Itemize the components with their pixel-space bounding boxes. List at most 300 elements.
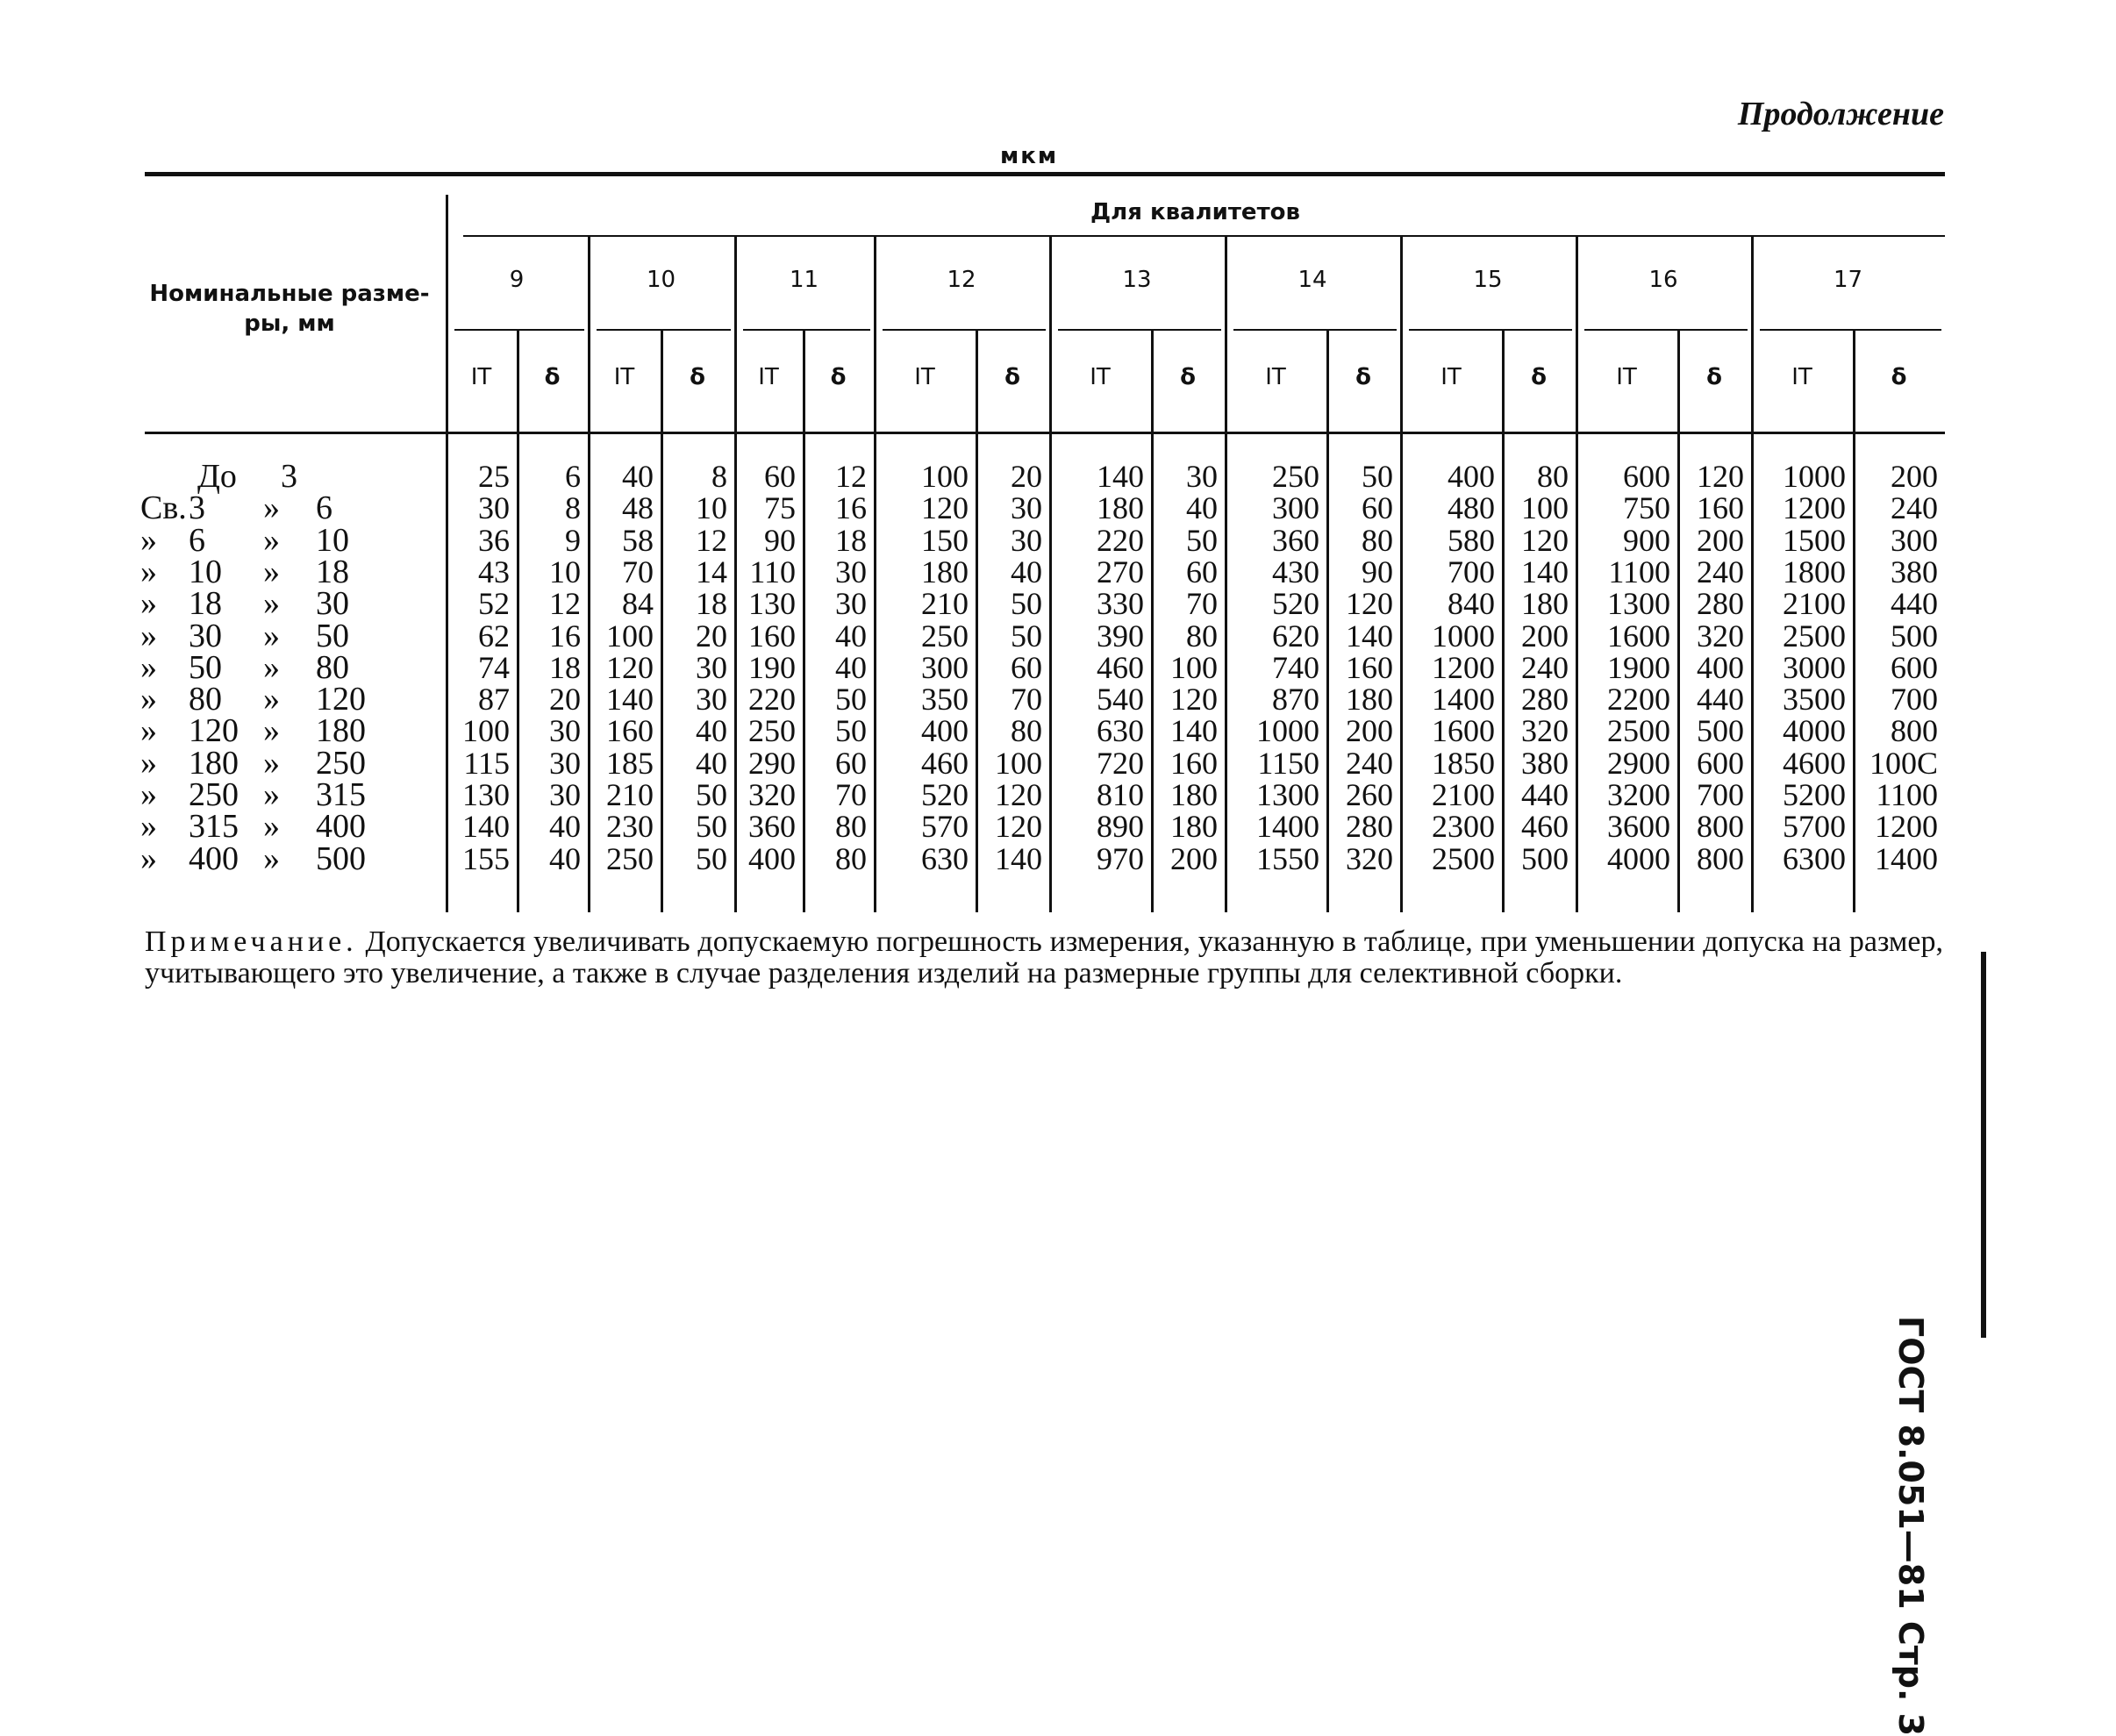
table-cell: 1150 (1257, 745, 1319, 781)
table-cell: 60 (835, 745, 867, 781)
nominal-size-b: 18 (316, 553, 349, 590)
table-cell: 3600 (1607, 809, 1670, 845)
table-cell: 30 (696, 649, 727, 685)
nominal-size-b: 50 (316, 617, 349, 654)
table-cell: 200 (1521, 618, 1569, 654)
grade-header: 13 (1122, 267, 1152, 293)
sub-header-delta: δ (1531, 364, 1547, 390)
table-cell: 200 (1697, 522, 1744, 558)
table-cell: 5200 (1783, 777, 1846, 812)
table-cell: 1000 (1256, 713, 1319, 749)
table-cell: 700 (1891, 682, 1938, 718)
table-cell: 40 (835, 618, 867, 654)
table-cell: 120 (1170, 682, 1218, 718)
nominal-size-row (140, 648, 430, 686)
table-cell: 500 (1521, 840, 1569, 876)
table-cell: 30 (1011, 522, 1042, 558)
table-cell: 250 (1272, 459, 1319, 494)
table-cell: 75 (764, 490, 796, 526)
table-cell: 150 (921, 522, 969, 558)
nominal-size-a: 250 (189, 776, 239, 813)
table-cell: 630 (1097, 713, 1144, 749)
table-cell: 810 (1097, 777, 1144, 812)
table-cell: 100 (921, 459, 969, 494)
table-cell: 540 (1097, 682, 1144, 718)
nominal-size-row (140, 681, 430, 718)
table-cell: 30 (1186, 459, 1218, 494)
table-cell: 1500 (1783, 522, 1846, 558)
table-cell: 570 (921, 809, 969, 845)
table-cell: 210 (606, 777, 654, 812)
table-cell: 1550 (1256, 840, 1319, 876)
table-cell: 220 (1097, 522, 1144, 558)
table-cell: 300 (1272, 490, 1319, 526)
table-cell: 970 (1097, 840, 1144, 876)
table-cell: 120 (1521, 522, 1569, 558)
nominal-size-b: 400 (316, 808, 366, 846)
table-cell: 2500 (1432, 840, 1495, 876)
table-cell: 630 (921, 840, 969, 876)
table-cell: 160 (1346, 649, 1393, 685)
table-cell: 60 (1011, 649, 1042, 685)
sub-header-delta: δ (544, 364, 561, 390)
nominal-size-a: 10 (189, 553, 222, 590)
nominal-size-b: 6 (316, 489, 332, 527)
grade-rule (1409, 329, 1572, 331)
table-cell: 140 (462, 809, 510, 845)
table-cell: 1300 (1256, 777, 1319, 812)
nominal-size-b: 80 (316, 648, 349, 686)
table-cell: 320 (1697, 618, 1744, 654)
table-cell: 2900 (1607, 745, 1670, 781)
grade-rule (1760, 329, 1941, 331)
table-cell: 58 (622, 522, 654, 558)
table-cell: 740 (1272, 649, 1319, 685)
table-cell: 330 (1097, 586, 1144, 622)
table-cell: 50 (1362, 459, 1393, 494)
nominal-size-row (140, 585, 430, 623)
table-cell: 70 (1011, 682, 1042, 718)
table-cell: 280 (1521, 682, 1569, 718)
nominal-size-row (140, 458, 430, 495)
table-cell: 240 (1346, 745, 1393, 781)
nominal-size-a: 50 (189, 648, 222, 686)
nominal-size-row (140, 553, 430, 590)
nominal-size-from: » (140, 744, 157, 782)
table-cell: 250 (921, 618, 969, 654)
table-cell: 2200 (1607, 682, 1670, 718)
sub-header-it: IT (1616, 364, 1637, 390)
table-cell: 5700 (1783, 809, 1846, 845)
table-cell: 600 (1697, 745, 1744, 781)
table-cell: 80 (1362, 522, 1393, 558)
table-cell: 30 (549, 745, 581, 781)
nominal-size-row (140, 489, 430, 527)
table-cell: 160 (606, 713, 654, 749)
nominal-size-from: » (140, 553, 157, 590)
table-cell: 200 (1891, 459, 1938, 494)
table-cell: 16 (835, 490, 867, 526)
group-header-rule (463, 235, 1945, 237)
table-cell: 750 (1623, 490, 1670, 526)
nominal-size-from: До (197, 458, 237, 495)
table-cell: 320 (748, 777, 796, 812)
table-cell: 80 (1186, 618, 1218, 654)
nominal-size-sep: » (263, 712, 280, 750)
table-cell: 180 (921, 554, 969, 589)
table-cell: 62 (478, 618, 510, 654)
nominal-size-row (140, 617, 430, 654)
table-cell: 460 (1097, 649, 1144, 685)
table-cell: 40 (1186, 490, 1218, 526)
table-cell: 8 (565, 490, 581, 526)
table-cell: 2500 (1607, 713, 1670, 749)
table-cell: 1100 (1876, 777, 1938, 812)
sub-header-it: IT (470, 364, 492, 390)
nominal-size-row (140, 776, 430, 813)
table-cell: 1300 (1607, 586, 1670, 622)
table-cell: 360 (1272, 522, 1319, 558)
table-cell: 50 (696, 777, 727, 812)
table-cell: 320 (1346, 840, 1393, 876)
table-cell: 700 (1697, 777, 1744, 812)
nominal-size-row (140, 521, 430, 559)
table-cell: 80 (1537, 459, 1569, 494)
nominal-size-row (140, 839, 430, 877)
table-cell: 1000 (1432, 618, 1495, 654)
table-cell: 12 (696, 522, 727, 558)
nominal-size-sep: » (263, 839, 280, 877)
table-cell: 4600 (1783, 745, 1846, 781)
note (145, 926, 1943, 989)
group-header: Для квалитетов (1090, 199, 1300, 225)
table-cell: 400 (921, 713, 969, 749)
table-cell: 70 (622, 554, 654, 589)
table-cell: 1200 (1875, 809, 1938, 845)
table-cell: 1600 (1607, 618, 1670, 654)
table-cell: 120 (995, 777, 1042, 812)
nominal-size-b: 250 (316, 744, 366, 782)
table-cell: 30 (549, 713, 581, 749)
table-cell: 90 (764, 522, 796, 558)
table-cell: 1200 (1432, 649, 1495, 685)
grade-header: 9 (509, 267, 525, 293)
nominal-size-a: 180 (189, 744, 239, 782)
nominal-size-sep: » (263, 489, 280, 527)
table-cell: 460 (921, 745, 969, 781)
table-cell: 115 (463, 745, 510, 781)
table-cell: 100 (462, 713, 510, 749)
sub-header-delta: δ (1355, 364, 1371, 390)
table-cell: 280 (1697, 586, 1744, 622)
table-cell: 500 (1697, 713, 1744, 749)
table-cell: 430 (1272, 554, 1319, 589)
table-cell: 120 (606, 649, 654, 685)
table-cell: 70 (835, 777, 867, 812)
table-cell: 50 (1186, 522, 1218, 558)
table-cell: 520 (921, 777, 969, 812)
table-cell: 160 (1170, 745, 1218, 781)
table-cell: 4000 (1783, 713, 1846, 749)
nominal-size-sep: » (263, 617, 280, 654)
table-cell: 20 (696, 618, 727, 654)
table-cell: 1000 (1783, 459, 1846, 494)
table-cell: 700 (1448, 554, 1495, 589)
table-cell: 70 (1186, 586, 1218, 622)
table-cell: 140 (995, 840, 1042, 876)
table-cell: 440 (1521, 777, 1569, 812)
sub-header-it: IT (613, 364, 635, 390)
table-cell: 30 (549, 777, 581, 812)
row-header-line-2: ры, мм (244, 311, 335, 337)
nominal-size-a: 80 (189, 681, 222, 718)
nominal-size-sep: » (263, 808, 280, 846)
table-cell: 800 (1697, 840, 1744, 876)
sub-header-it: IT (914, 364, 935, 390)
table-cell: 380 (1521, 745, 1569, 781)
table-cell: 180 (1097, 490, 1144, 526)
table-cell: 140 (1346, 618, 1393, 654)
table-cell: 1100 (1608, 554, 1670, 589)
grade-rule (597, 329, 731, 331)
table-cell: 280 (1346, 809, 1393, 845)
table-cell: 140 (606, 682, 654, 718)
sub-header-it: IT (1265, 364, 1286, 390)
table-cell: 580 (1448, 522, 1495, 558)
table-cell: 1400 (1432, 682, 1495, 718)
table-cell: 18 (696, 586, 727, 622)
table-cell: 2500 (1783, 618, 1846, 654)
table-cell: 240 (1697, 554, 1744, 589)
nominal-size-a: 120 (189, 712, 239, 750)
table-cell: 140 (1521, 554, 1569, 589)
table-cell: 480 (1448, 490, 1495, 526)
nominal-size-b: 30 (316, 585, 349, 623)
table-cell: 8 (711, 459, 727, 494)
grade-header: 11 (789, 267, 819, 293)
nominal-size-row (140, 808, 430, 846)
table-cell: 840 (1448, 586, 1495, 622)
table-cell: 40 (549, 840, 581, 876)
table-cell: 3200 (1607, 777, 1670, 812)
table-cell: 1200 (1783, 490, 1846, 526)
table-cell: 350 (921, 682, 969, 718)
table-cell: 620 (1272, 618, 1319, 654)
table-cell: 50 (835, 713, 867, 749)
sub-header-it: IT (1440, 364, 1462, 390)
table-cell: 50 (1011, 618, 1042, 654)
table-cell: 50 (835, 682, 867, 718)
nominal-size-sep: » (263, 681, 280, 718)
table-cell: 240 (1891, 490, 1938, 526)
nominal-size-a: 3 (281, 458, 297, 495)
sub-header-delta: δ (1706, 364, 1722, 390)
grade-header: 14 (1297, 267, 1327, 293)
grade-header: 15 (1473, 267, 1503, 293)
table-cell: 30 (478, 490, 510, 526)
nominal-size-from: » (140, 808, 157, 846)
unit-label: мкм (1000, 143, 1059, 169)
table-cell: 43 (478, 554, 510, 589)
table-cell: 160 (748, 618, 796, 654)
sub-header-it: IT (1791, 364, 1812, 390)
row-header (145, 279, 434, 339)
table-cell: 250 (748, 713, 796, 749)
table-cell: 800 (1891, 713, 1938, 749)
nominal-size-b: 315 (316, 776, 366, 813)
row-header-line-1: Номинальные разме- (149, 281, 430, 307)
table-cell: 440 (1697, 682, 1744, 718)
table-cell: 1800 (1783, 554, 1846, 589)
table-cell: 600 (1891, 649, 1938, 685)
table-cell: 180 (1170, 809, 1218, 845)
table-cell: 155 (462, 840, 510, 876)
table-cell: 90 (1362, 554, 1393, 589)
table-cell: 6300 (1783, 840, 1846, 876)
table-cell: 40 (696, 713, 727, 749)
table-cell: 60 (1362, 490, 1393, 526)
table-cell: 120 (1697, 459, 1744, 494)
table-cell: 2100 (1432, 777, 1495, 812)
table-cell: 30 (835, 586, 867, 622)
table-cell: 200 (1346, 713, 1393, 749)
table-cell: 40 (622, 459, 654, 494)
table-cell: 30 (835, 554, 867, 589)
nominal-size-a: 315 (189, 808, 239, 846)
nominal-size-from: » (140, 681, 157, 718)
nominal-size-from: » (140, 712, 157, 750)
table-cell: 130 (748, 586, 796, 622)
table-cell: 185 (606, 745, 654, 781)
table-cell: 48 (622, 490, 654, 526)
table-cell: 250 (606, 840, 654, 876)
table-cell: 870 (1272, 682, 1319, 718)
table-cell: 240 (1521, 649, 1569, 685)
nominal-size-sep: » (263, 553, 280, 590)
table-cell: 400 (1448, 459, 1495, 494)
table-cell: 50 (1011, 586, 1042, 622)
table-cell: 900 (1623, 522, 1670, 558)
table-cell: 120 (921, 490, 969, 526)
nominal-size-row (140, 712, 430, 750)
nominal-size-sep: » (263, 521, 280, 559)
table-cell: 190 (748, 649, 796, 685)
grade-header: 10 (646, 267, 676, 293)
table-cell: 390 (1097, 618, 1144, 654)
table-cell: 2300 (1432, 809, 1495, 845)
table-cell: 30 (696, 682, 727, 718)
table-cell: 100 (995, 745, 1042, 781)
grade-rule (743, 329, 870, 331)
nominal-size-from: Св. (140, 489, 187, 527)
table-cell: 20 (1011, 459, 1042, 494)
table-cell: 60 (1186, 554, 1218, 589)
table-cell: 3500 (1783, 682, 1846, 718)
table-cell: 130 (462, 777, 510, 812)
grade-rule (1233, 329, 1397, 331)
table-cell: 160 (1697, 490, 1744, 526)
table-cell: 4000 (1607, 840, 1670, 876)
table-cell: 2100 (1783, 586, 1846, 622)
nominal-size-row (140, 744, 430, 782)
table-cell: 300 (1891, 522, 1938, 558)
table-cell: 25 (478, 459, 510, 494)
nominal-size-from: » (140, 648, 157, 686)
table-cell: 100С (1869, 745, 1938, 781)
nominal-size-b: 500 (316, 839, 366, 877)
table-cell: 260 (1346, 777, 1393, 812)
grade-rule (1058, 329, 1221, 331)
table-cell: 10 (549, 554, 581, 589)
table-cell: 84 (622, 586, 654, 622)
table-cell: 1900 (1607, 649, 1670, 685)
nominal-size-a: 6 (189, 521, 205, 559)
nominal-size-b: 180 (316, 712, 366, 750)
table-cell: 36 (478, 522, 510, 558)
sub-header-delta: δ (830, 364, 847, 390)
table-cell: 100 (1521, 490, 1569, 526)
table-cell: 890 (1097, 809, 1144, 845)
table-cell: 3000 (1783, 649, 1846, 685)
table-cell: 110 (749, 554, 796, 589)
table-cell: 80 (1011, 713, 1042, 749)
table-cell: 180 (1170, 777, 1218, 812)
table-cell: 1600 (1432, 713, 1495, 749)
table-cell: 14 (696, 554, 727, 589)
nominal-size-a: 400 (189, 839, 239, 877)
table-cell: 800 (1697, 809, 1744, 845)
table-cell: 12 (549, 586, 581, 622)
table-header-rule (145, 432, 1945, 434)
table-cell: 140 (1097, 459, 1144, 494)
table-cell: 100 (606, 618, 654, 654)
table-cell: 720 (1097, 745, 1144, 781)
table-cell: 270 (1097, 554, 1144, 589)
table-cell: 30 (1011, 490, 1042, 526)
sidebar-standard-label: ГОСТ 8.051—81 Стр. 3 (1891, 1316, 1930, 1736)
grade-header: 12 (947, 267, 976, 293)
table-cell: 120 (1346, 586, 1393, 622)
nominal-size-b: 10 (316, 521, 349, 559)
table-cell: 80 (835, 809, 867, 845)
nominal-size-a: 3 (189, 489, 205, 527)
grade-rule (883, 329, 1046, 331)
nominal-size-from: » (140, 585, 157, 623)
note-text: Допускается увеличивать допускаемую погрешность измерения, указанную в таблице, при уменьшении допуска на размер, учитывающего это увеличение, а также в случае разделения изделий на размерные группы для селективной сборки. (145, 925, 1943, 989)
table-cell: 87 (478, 682, 510, 718)
table-cell: 220 (748, 682, 796, 718)
table-cell: 400 (748, 840, 796, 876)
table-cell: 52 (478, 586, 510, 622)
table-cell: 500 (1891, 618, 1938, 654)
table-cell: 50 (696, 840, 727, 876)
table-cell: 1850 (1432, 745, 1495, 781)
table-cell: 40 (835, 649, 867, 685)
table-cell: 9 (565, 522, 581, 558)
table-cell: 18 (835, 522, 867, 558)
sub-header-it: IT (1090, 364, 1111, 390)
table-cell: 300 (921, 649, 969, 685)
grade-header: 16 (1648, 267, 1678, 293)
sidebar-bar (1981, 952, 1986, 1338)
table-cell: 140 (1170, 713, 1218, 749)
sub-header-delta: δ (1180, 364, 1196, 390)
table-cell: 180 (1521, 586, 1569, 622)
sub-header-delta: δ (690, 364, 705, 390)
table-cell: 360 (748, 809, 796, 845)
table-cell: 1400 (1875, 840, 1938, 876)
sub-header-delta: δ (1891, 364, 1907, 390)
